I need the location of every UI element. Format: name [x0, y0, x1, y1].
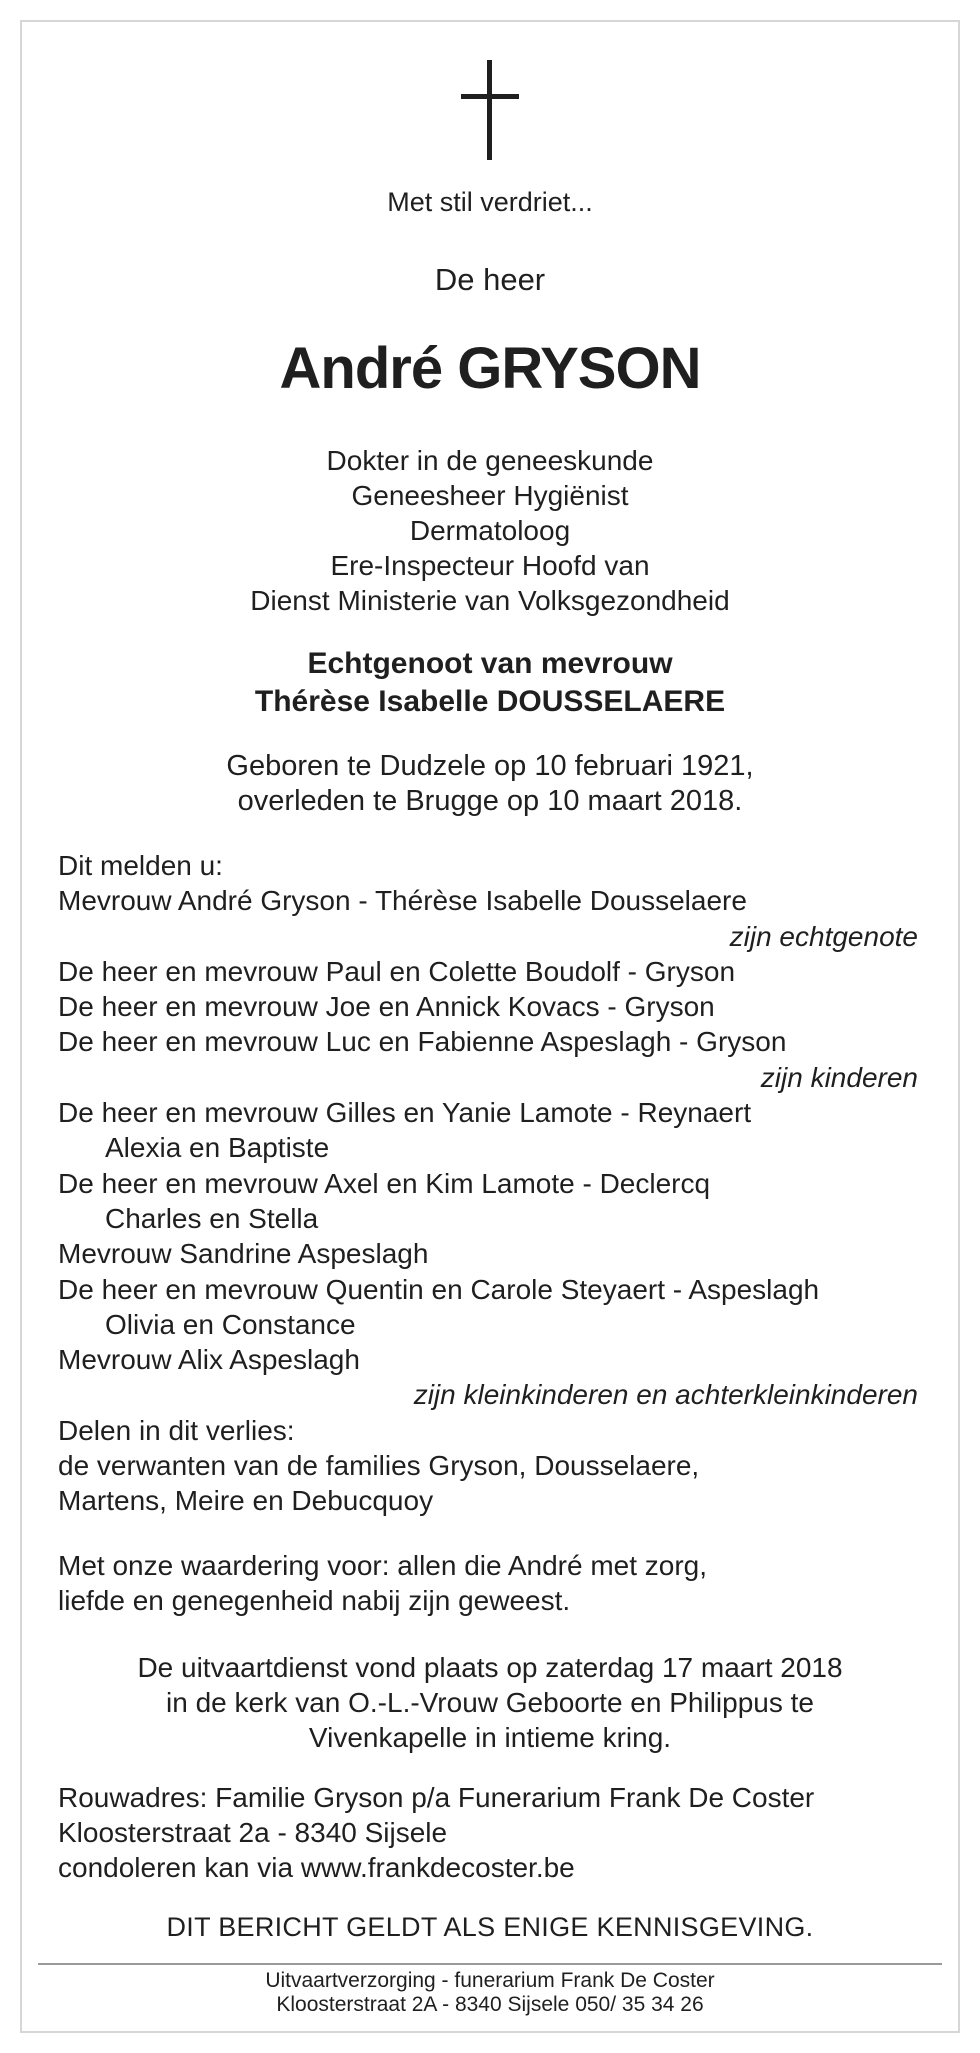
great-grandchild-entry: Olivia en Constance: [105, 1308, 356, 1340]
deceased-name: André GRYSON: [279, 336, 701, 401]
share-line: Martens, Meire en Debucquoy: [58, 1485, 434, 1517]
footer-divider: [38, 1963, 942, 1965]
birth-death-block: [40, 749, 940, 819]
share-heading: Delen in dit verlies:: [58, 1414, 295, 1446]
child-entry: De heer en mevrouw Paul en Colette Boudolf - Gryson: [58, 955, 736, 987]
cross-vertical-bar: [487, 60, 492, 160]
children-role: zijn kinderen: [760, 1061, 918, 1093]
spouse-name: Thérèse Isabelle DOUSSELAERE: [254, 685, 726, 718]
grandchild-entry: Mevrouw Sandrine Aspeslagh: [58, 1238, 429, 1270]
child-entry: De heer en mevrouw Joe en Annick Kovacs - Gryson: [58, 991, 715, 1023]
spouse-line: Echtgenoot van mevrouw: [307, 647, 673, 680]
spouse-entry: Mevrouw André Gryson - Thérèse Isabelle Dousselaere: [58, 885, 747, 917]
grandchildren-role: zijn kleinkinderen en achterkleinkinderen: [413, 1379, 918, 1411]
condolence-line: condoleren kan via www.frankdecoster.be: [58, 1852, 575, 1883]
funeral-line: De uitvaartdienst vond plaats op zaterdag 17 maart 2018: [137, 1652, 843, 1683]
footer-line: Kloosterstraat 2A - 8340 Sijsele 050/ 35 34 26: [276, 1993, 704, 2016]
address-line: Rouwadres: Familie Gryson p/a Funerarium Frank De Coster: [58, 1782, 815, 1813]
title-line: Geneesheer Hygiënist: [351, 480, 629, 511]
title-line: Dokter in de geneeskunde: [326, 445, 654, 476]
great-grandchild-entry: Charles en Stella: [105, 1202, 319, 1234]
spouse-block: [40, 645, 940, 721]
notice-text: DIT BERICHT GELDT ALS ENIGE KENNISGEVING.: [166, 1912, 814, 1942]
announce-heading: Dit melden u:: [58, 850, 223, 881]
title-prefix: De heer: [434, 262, 546, 297]
title-line: Ere-Inspecteur Hoofd van: [330, 550, 650, 581]
grandchild-entry: De heer en mevrouw Axel en Kim Lamote - Declercq: [58, 1167, 711, 1199]
title-line: Dienst Ministerie van Volksgezondheid: [250, 585, 730, 616]
grandchild-entry: De heer en mevrouw Quentin en Carole Steyaert - Aspeslagh: [58, 1273, 820, 1305]
footer-line: Uitvaartverzorging - funerarium Frank De Coster: [265, 1969, 715, 1992]
appreciation-line: liefde en genegenheid nabij zijn geweest.: [58, 1585, 571, 1616]
great-grandchild-entry: Alexia en Baptiste: [105, 1132, 330, 1164]
funeral-line: in de kerk van O.-L.-Vrouw Geboorte en Philippus te: [166, 1687, 814, 1718]
funeral-home-footer: [40, 1969, 940, 2017]
mourning-address: [58, 1780, 918, 1885]
title-line: Dermatoloog: [409, 515, 571, 546]
cross-icon: [461, 60, 519, 160]
funeral-info: [40, 1650, 940, 1755]
birth-line: Geboren te Dudzele op 10 februari 1921,: [226, 750, 754, 782]
family-announcement: [58, 848, 918, 1519]
grandchild-entry: Mevrouw Alix Aspeslagh: [58, 1344, 360, 1376]
address-line: Kloosterstraat 2a - 8340 Sijsele: [58, 1817, 448, 1848]
appreciation-line: Met onze waardering voor: allen die André met zorg,: [58, 1550, 708, 1581]
child-entry: De heer en mevrouw Luc en Fabienne Aspeslagh - Gryson: [58, 1026, 787, 1058]
professional-titles: [40, 443, 940, 618]
grandchild-entry: De heer en mevrouw Gilles en Yanie Lamote - Reynaert: [58, 1097, 752, 1129]
appreciation-text: [58, 1548, 918, 1618]
share-line: de verwanten van de families Gryson, Dousselaere,: [58, 1450, 700, 1482]
cross-horizontal-bar: [461, 94, 519, 99]
death-line: overleden te Brugge op 10 maart 2018.: [237, 785, 743, 817]
spouse-role: zijn echtgenote: [729, 920, 918, 952]
intro-text: Met stil verdriet...: [387, 187, 593, 217]
funeral-line: Vivenkapelle in intieme kring.: [308, 1722, 672, 1753]
